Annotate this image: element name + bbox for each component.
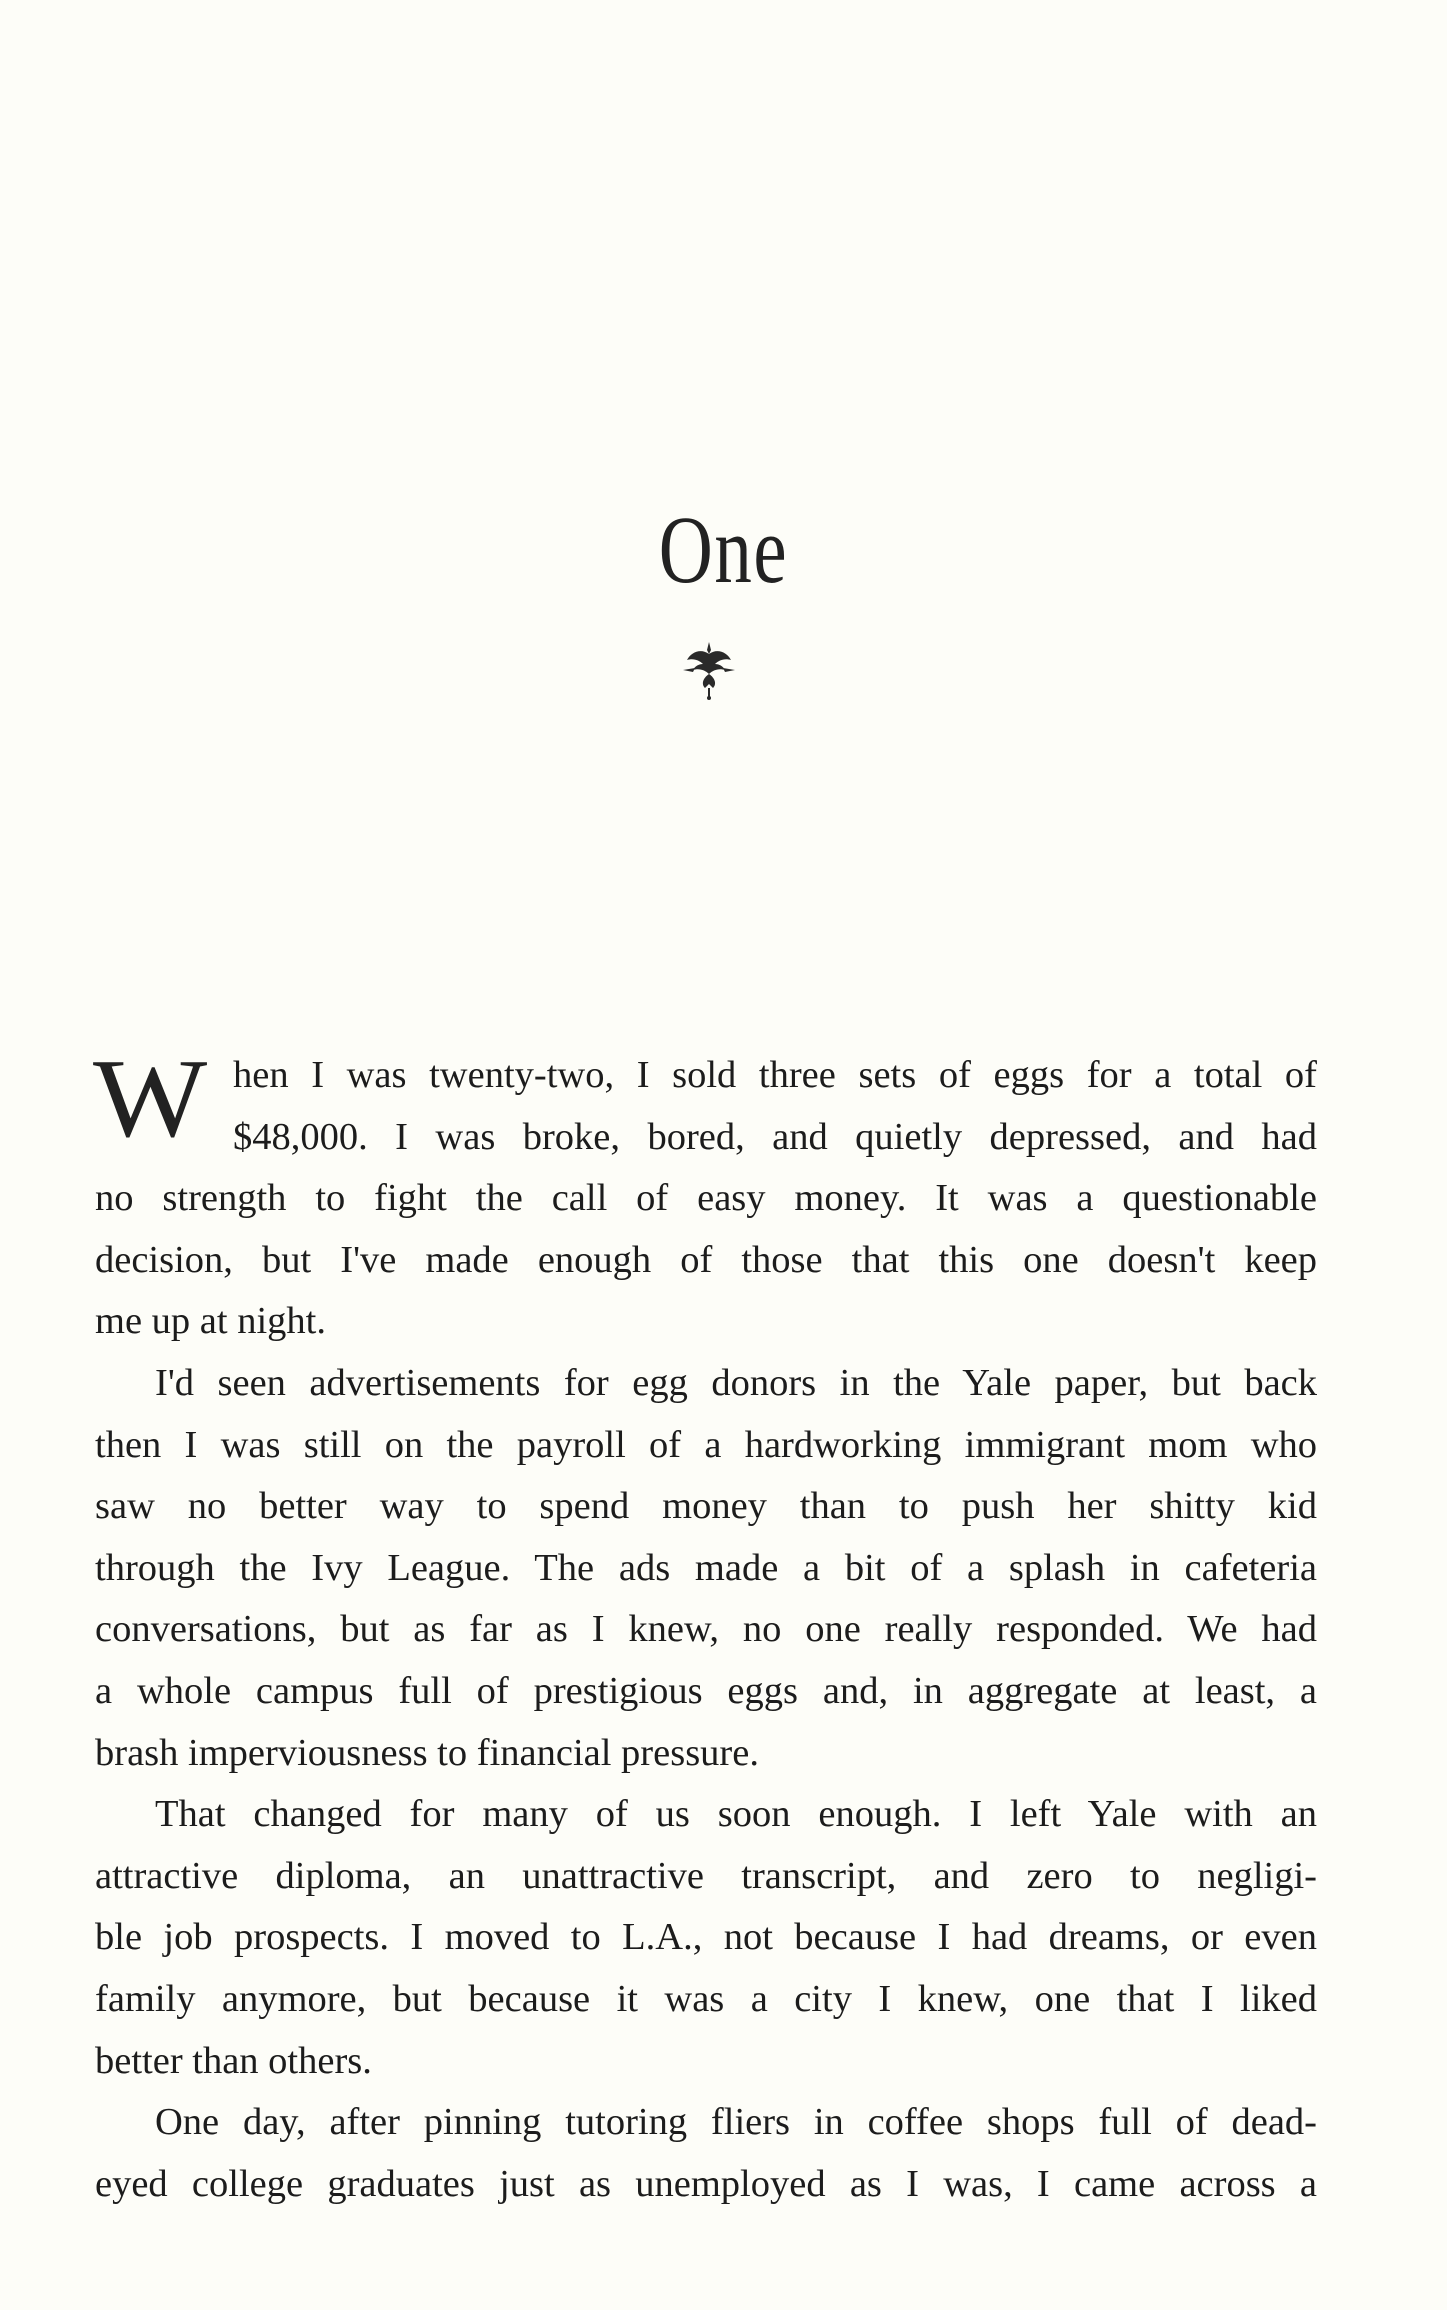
text-line: no strength to fight the call of easy money. It was a questionable	[95, 1177, 1317, 1220]
fleuron-ornament-icon	[681, 640, 737, 700]
text-line: through the Ivy League. The ads made a bit of a splash in cafeteria	[95, 1546, 1317, 1589]
text-line: hen I was twenty-two, I sold three sets of eggs for a total of	[233, 1054, 1317, 1096]
text-line: That changed for many of us soon enough. I left Yale with an	[155, 1793, 1317, 1836]
text-line: eyed college graduates just as unemployed as I was, I came across a	[95, 2162, 1317, 2205]
text-line: attractive diploma, an unattractive transcript, and zero to negligi-	[95, 1854, 1317, 1897]
text-line: $48,000. I was broke, bored, and quietly depressed, and had	[233, 1115, 1317, 1158]
chapter-title: One	[658, 496, 789, 603]
text-line: I'd seen advertisements for egg donors in the Yale paper, but back	[155, 1361, 1317, 1404]
paragraph-4	[95, 2092, 1317, 2215]
text-line: a whole campus full of prestigious eggs and, in aggregate at least, a	[95, 1669, 1317, 1712]
chapter-body	[93, 1037, 1317, 2215]
paragraph-1	[93, 1037, 1317, 1353]
text-line: then I was still on the payroll of a hardworking immigrant mom who	[95, 1423, 1317, 1466]
text-line: family anymore, but because it was a city I knew, one that I liked	[95, 1977, 1317, 2020]
text-line: conversations, but as far as I knew, no one really responded. We had	[95, 1608, 1317, 1651]
paragraph-3	[95, 1784, 1317, 2092]
text-line: saw no better way to spend money than to push her shitty kid	[95, 1485, 1317, 1528]
text-line: brash imperviousness to financial pressure.	[95, 1731, 759, 1774]
text-line: ble job prospects. I moved to L.A., not because I had dreams, or even	[95, 1916, 1317, 1959]
drop-cap: W	[93, 1037, 208, 1161]
text-line: better than others.	[95, 2039, 372, 2082]
text-line: One day, after pinning tutoring fliers in coffee shops full of dead-	[155, 2101, 1317, 2144]
text-line: me up at night.	[95, 1300, 326, 1343]
text-line: decision, but I've made enough of those that this one doesn't keep	[95, 1238, 1317, 1281]
paragraph-2	[95, 1353, 1317, 1784]
